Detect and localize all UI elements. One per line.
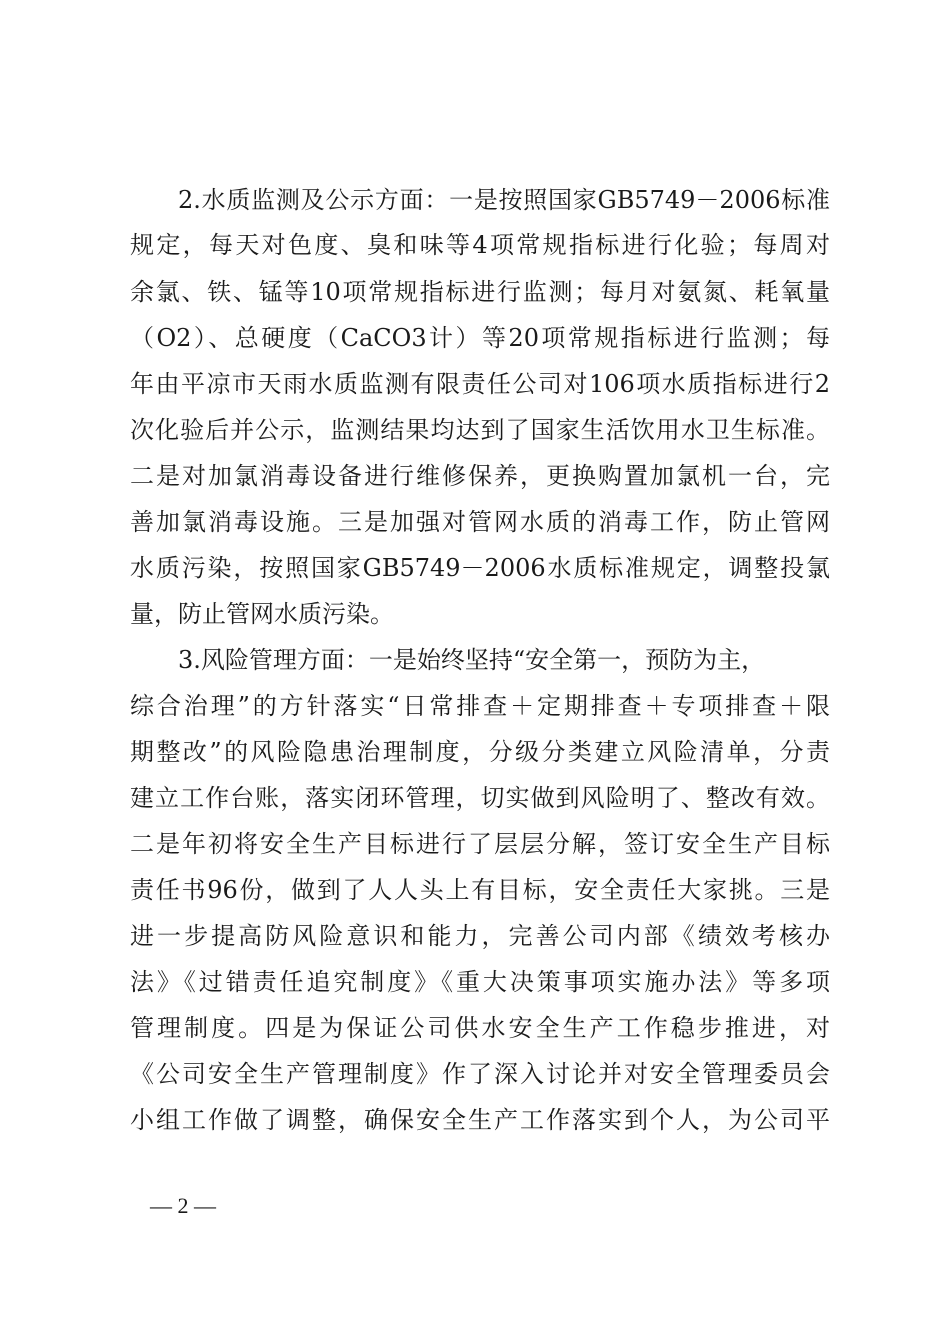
page-number: — 2 —: [150, 1193, 216, 1218]
paragraph-line: 期整改”的风险隐患治理制度，分级分类建立风险清单，分责: [130, 738, 830, 766]
paragraph-line: 年由平凉市天雨水质监测有限责任公司对106项水质指标进行2: [130, 370, 830, 398]
paragraph-line: 法》《过错责任追究制度》《重大决策事项实施办法》等多项: [130, 968, 830, 996]
paragraph-line: 善加氯消毒设施。三是加强对管网水质的消毒工作，防止管网: [130, 508, 830, 536]
paragraph-line: 二是年初将安全生产目标进行了层层分解，签订安全生产目标: [130, 830, 830, 858]
paragraph-line: 余氯、铁、锰等10项常规指标进行监测；每月对氨氮、耗氧量: [130, 278, 830, 306]
paragraph-line: 次化验后并公示，监测结果均达到了国家生活饮用水卫生标准。: [130, 416, 830, 444]
paragraph-line: 3.风险管理方面：一是始终坚持“安全第一，预防为主，: [178, 646, 766, 674]
paragraph-line: 责任书96份，做到了人人头上有目标，安全责任大家挑。三是: [130, 876, 830, 904]
paragraph-line: 水质污染，按照国家GB5749－2006水质标准规定，调整投氯: [130, 554, 830, 582]
paragraph-line: 建立工作台账，落实闭环管理，切实做到风险明了、整改有效。: [130, 784, 830, 812]
paragraph-line: （O2）、总硬度（CaCO3计）等20项常规指标进行监测；每: [130, 324, 830, 352]
paragraph-line: 规定，每天对色度、臭和味等4项常规指标进行化验；每周对: [130, 231, 830, 259]
paragraph-line: 小组工作做了调整，确保安全生产工作落实到个人，为公司平: [130, 1106, 830, 1134]
paragraph-line: 量，防止管网水质污染。: [130, 600, 394, 628]
paragraph-line: 综合治理”的方针落实“日常排查＋定期排查＋专项排查＋限: [130, 692, 830, 720]
paragraph-line: 二是对加氯消毒设备进行维修保养，更换购置加氯机一台，完: [130, 462, 830, 490]
paragraph-line: 进一步提高防风险意识和能力，完善公司内部《绩效考核办: [130, 922, 830, 950]
paragraph-line: 《公司安全生产管理制度》作了深入讨论并对安全管理委员会: [130, 1060, 830, 1088]
paragraph-line: 管理制度。四是为保证公司供水安全生产工作稳步推进，对: [130, 1014, 830, 1042]
paragraph-line: 2.水质监测及公示方面：一是按照国家GB5749－2006标准: [178, 186, 830, 214]
